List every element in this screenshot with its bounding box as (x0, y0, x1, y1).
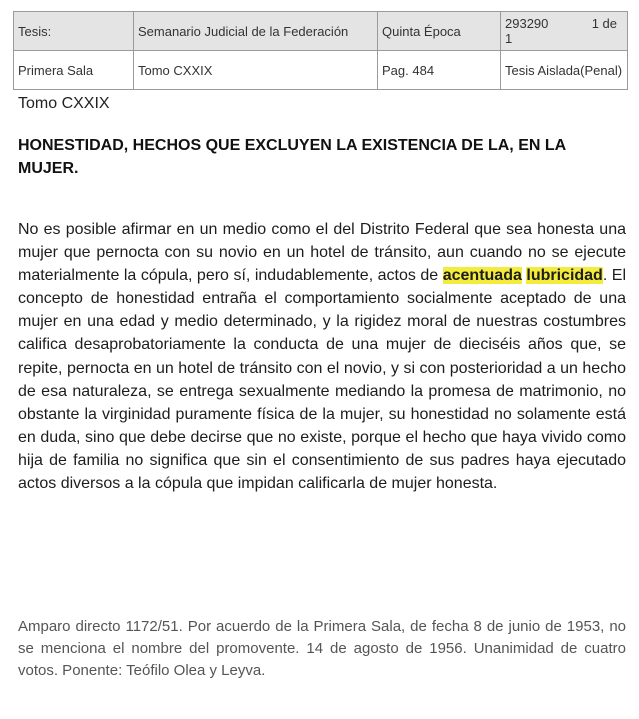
highlighted-word-2: lubricidad (526, 267, 603, 285)
precedent-footer: Amparo directo 1172/51. Por acuerdo de la Primera Sala, de fecha 8 de junio de 1953, no se menciona el nombre del promovente. 14 de agosto de 1956. Unanimidad de cuatro votos. Ponente: Teófilo Olea y Leyva. (18, 618, 626, 679)
highlighted-word-1: acentuada (442, 267, 522, 285)
volume-label: Tomo CXXIX (134, 51, 378, 90)
thesis-title: HONESTIDAD, HECHOS QUE EXCLUYEN LA EXISTENCIA DE LA, EN LA MUJER. (18, 137, 566, 177)
body-text-end: . El concepto de honestidad entraña el comportamiento socialmente aceptado de una mujer en una edad y medio determinado, y la rigidez moral de nuestras costumbres califica desaprobatoriamente la conducta de una mujer de dieciséis años que, se repite, pernocta en un hotel de tránsito con el novio, y si con posterioridad a un hecho de esa naturaleza, se entrega sexualmente mediando la promesa de matrimonio, no obstante la virginidad puramente física de la mujer, su honestidad no solamente está en duda, sino que debe decirse que no existe, porque el hecho que haya vivido como hija de familia no significa que sin el consentimiento de sus padres haya ejecutado actos diversos a la cópula que impidan calificarla de mujer honesta. (18, 267, 627, 493)
chamber-label: Primera Sala (14, 51, 134, 90)
volume-heading: Tomo CXXIX (18, 95, 110, 112)
epoch-label: Quinta Época (378, 12, 501, 51)
publication-name: Semanario Judicial de la Federación (134, 12, 378, 51)
tesis-label: Tesis: (14, 12, 134, 51)
page-of-label: 1 de (591, 16, 617, 31)
body-text-start: No es posible afirmar en un medio como el del Distrito Federal que sea honesta una mujer que pernocta con su novio en un hotel de tránsito, aun cuando no se ejecute materialmente la cópula, pero sí, indudablemente, actos de (18, 221, 626, 285)
metadata-row-header (14, 12, 628, 51)
register-cell (501, 12, 628, 51)
thesis-body (18, 218, 626, 495)
page-label: Pag. 484 (378, 51, 501, 90)
thesis-metadata-table (13, 11, 628, 90)
thesis-type-label: Tesis Aislada(Penal) (501, 51, 628, 90)
register-number: 293290 (505, 16, 549, 31)
metadata-row-details (14, 51, 628, 90)
page-total: 1 (505, 31, 513, 46)
